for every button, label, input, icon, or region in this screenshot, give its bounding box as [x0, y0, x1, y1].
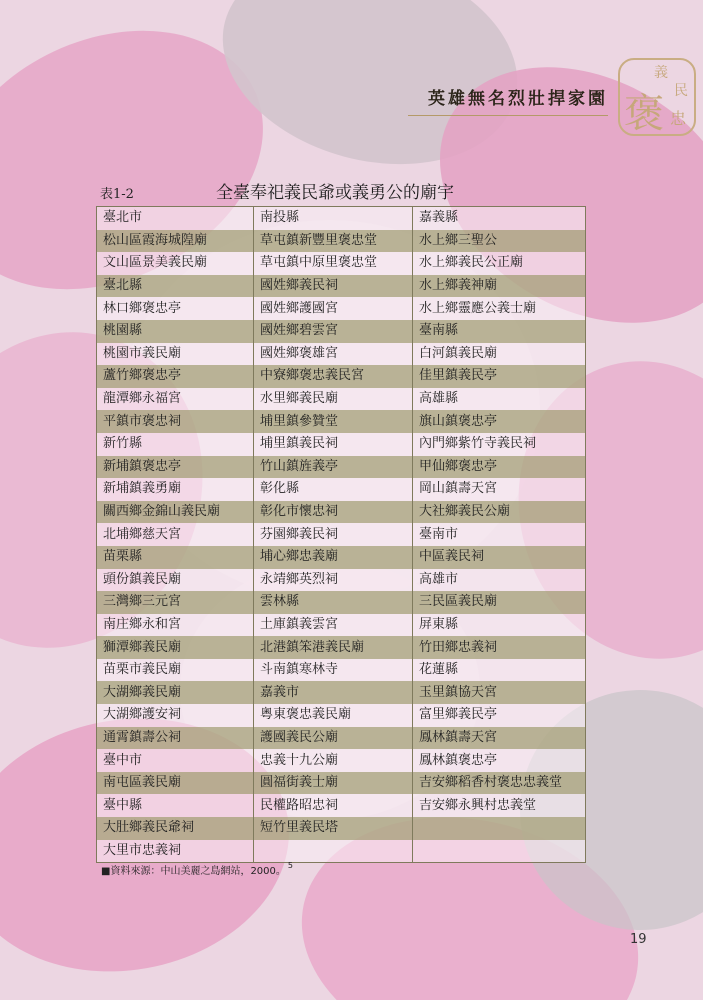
table-cell: 大湖鄉義民廟 — [97, 681, 254, 704]
table-row — [97, 569, 586, 592]
table-row — [97, 727, 586, 750]
table-cell: 內門鄉紫竹寺義民祠 — [413, 433, 586, 456]
table-cell: 民權路昭忠祠 — [254, 794, 413, 817]
table-cell: 佳里鎮義民亭 — [413, 365, 586, 388]
table-row — [97, 501, 586, 524]
table-cell: 富里鄉義民亭 — [413, 704, 586, 727]
table-cell: 臺北縣 — [97, 275, 254, 298]
table-cell: 水上鄉靈應公義士廟 — [413, 297, 586, 320]
table-cell: 竹山鎮旌義亭 — [254, 456, 413, 479]
table-cell: 芬園鄉義民祠 — [254, 523, 413, 546]
table-row — [97, 704, 586, 727]
table-row — [97, 433, 586, 456]
table-cell: 國姓鄉義民祠 — [254, 275, 413, 298]
table-cell: 彰化市懷忠祠 — [254, 501, 413, 524]
table-cell: 大湖鄉護安祠 — [97, 704, 254, 727]
table-cell: 臺中市 — [97, 749, 254, 772]
table-cell: 臺北市 — [97, 207, 254, 230]
table-cell: 水上鄉三聖公 — [413, 230, 586, 253]
table-cell: 臺中縣 — [97, 794, 254, 817]
table-cell: 桃園市義民廟 — [97, 343, 254, 366]
table-cell: 國姓鄉碧雲宮 — [254, 320, 413, 343]
table-cell: 南庄鄉永和宮 — [97, 614, 254, 637]
table-cell: 雲林縣 — [254, 591, 413, 614]
table-row — [97, 207, 586, 230]
table-cell: 土庫鎮義雲宮 — [254, 614, 413, 637]
table-cell: 關西鄉金錦山義民廟 — [97, 501, 254, 524]
table-cell: 嘉義縣 — [413, 207, 586, 230]
table-cell: 玉里鎮協天宮 — [413, 681, 586, 704]
page-number: 19 — [630, 932, 647, 947]
table-row — [97, 410, 586, 433]
table-cell — [413, 817, 586, 840]
table-cell: 蘆竹鄉褒忠亭 — [97, 365, 254, 388]
table-cell: 苗栗市義民廟 — [97, 659, 254, 682]
table-cell: 南屯區義民廟 — [97, 772, 254, 795]
table-cell: 苗栗縣 — [97, 546, 254, 569]
table-cell: 斗南鎮寒林寺 — [254, 659, 413, 682]
table-cell: 竹田鄉忠義祠 — [413, 636, 586, 659]
table-row — [97, 343, 586, 366]
yimin-baozhong-logo: 義 民 褒 忠 — [618, 58, 696, 136]
source-note: ■資料來源：中山美麗之島網站，2000。$^5$ — [101, 861, 293, 877]
table-row — [97, 772, 586, 795]
table-cell — [413, 840, 586, 863]
table-cell: 頭份鎮義民廟 — [97, 569, 254, 592]
table-cell: 水上鄉義民公正廟 — [413, 252, 586, 275]
table-cell: 鳳林鎮壽天宮 — [413, 727, 586, 750]
table-label: 表1-2 — [100, 187, 134, 202]
table-row — [97, 230, 586, 253]
table-cell: 北埔鄉慈天宮 — [97, 523, 254, 546]
table-cell: 埔里鎮參贊堂 — [254, 410, 413, 433]
table-cell: 圓福街義士廟 — [254, 772, 413, 795]
table-cell: 彰化縣 — [254, 478, 413, 501]
table-cell: 嘉義市 — [254, 681, 413, 704]
table-cell: 新竹縣 — [97, 433, 254, 456]
table-row — [97, 320, 586, 343]
table-cell: 永靖鄉英烈祠 — [254, 569, 413, 592]
table-cell: 粵東褒忠義民廟 — [254, 704, 413, 727]
table-cell: 龍潭鄉永福宮 — [97, 388, 254, 411]
table-cell: 大社鄉義民公廟 — [413, 501, 586, 524]
table-row — [97, 794, 586, 817]
table-cell: 平鎮市褒忠祠 — [97, 410, 254, 433]
table-cell: 獅潭鄉義民廟 — [97, 636, 254, 659]
table-cell: 忠義十九公廟 — [254, 749, 413, 772]
table-cell: 松山區霞海城隍廟 — [97, 230, 254, 253]
table-cell: 中區義民祠 — [413, 546, 586, 569]
table-row — [97, 614, 586, 637]
table-cell: 臺南市 — [413, 523, 586, 546]
table-cell: 吉安鄉永興村忠義堂 — [413, 794, 586, 817]
table-cell: 岡山鎮壽天宮 — [413, 478, 586, 501]
table-cell: 南投縣 — [254, 207, 413, 230]
table-cell: 埔里鎮義民祠 — [254, 433, 413, 456]
table-cell: 旗山鎮褒忠亭 — [413, 410, 586, 433]
table-cell: 新埔鎮義勇廟 — [97, 478, 254, 501]
table-cell: 大肚鄉義民爺祠 — [97, 817, 254, 840]
table-cell: 文山區景美義民廟 — [97, 252, 254, 275]
table-title: 全臺奉祀義民爺或義勇公的廟宇 — [216, 183, 454, 203]
table-cell: 草屯鎮中原里褒忠堂 — [254, 252, 413, 275]
table-cell: 國姓鄉褒雄宮 — [254, 343, 413, 366]
temple-table — [96, 206, 586, 863]
table-cell: 甲仙鄉褒忠亭 — [413, 456, 586, 479]
running-header — [408, 70, 608, 120]
table-cell: 護國義民公廟 — [254, 727, 413, 750]
table-cell: 國姓鄉護國宮 — [254, 297, 413, 320]
table-row — [97, 456, 586, 479]
table-cell: 高雄市 — [413, 569, 586, 592]
table-cell: 三民區義民廟 — [413, 591, 586, 614]
table-row — [97, 681, 586, 704]
table-row — [97, 275, 586, 298]
table-row — [97, 365, 586, 388]
table-cell: 短竹里義民塔 — [254, 817, 413, 840]
table-row — [97, 523, 586, 546]
table-cell: 埔心鄉忠義廟 — [254, 546, 413, 569]
table-cell: 吉安鄉稻香村褒忠忠義堂 — [413, 772, 586, 795]
table-row — [97, 817, 586, 840]
header-title: 英雄無名烈壯捍家園 — [428, 89, 608, 109]
table-cell — [254, 840, 413, 863]
table-row — [97, 659, 586, 682]
table-cell: 中寮鄉褒忠義民宮 — [254, 365, 413, 388]
table-row — [97, 636, 586, 659]
table-row — [97, 478, 586, 501]
table-row — [97, 546, 586, 569]
table-cell: 草屯鎮新豐里褒忠堂 — [254, 230, 413, 253]
table-cell: 林口鄉褒忠亭 — [97, 297, 254, 320]
table-cell: 屏東縣 — [413, 614, 586, 637]
table-row — [97, 297, 586, 320]
table-cell: 三灣鄉三元宮 — [97, 591, 254, 614]
table-cell: 高雄縣 — [413, 388, 586, 411]
table-row — [97, 591, 586, 614]
table-cell: 水上鄉義神廟 — [413, 275, 586, 298]
table-cell: 通霄鎮壽公祠 — [97, 727, 254, 750]
table-cell: 白河鎮義民廟 — [413, 343, 586, 366]
table-row — [97, 252, 586, 275]
table-cell: 水里鄉義民廟 — [254, 388, 413, 411]
table-row — [97, 840, 586, 863]
table-cell: 花蓮縣 — [413, 659, 586, 682]
table-row — [97, 388, 586, 411]
table-cell: 北港鎮笨港義民廟 — [254, 636, 413, 659]
table-cell: 臺南縣 — [413, 320, 586, 343]
table-cell: 大里市忠義祠 — [97, 840, 254, 863]
footnote-marker: 5 — [287, 861, 293, 870]
table-cell: 桃園縣 — [97, 320, 254, 343]
header-rule — [408, 115, 608, 116]
table-cell: 新埔鎮褒忠亭 — [97, 456, 254, 479]
table-cell: 鳳林鎮褒忠亭 — [413, 749, 586, 772]
table-row — [97, 749, 586, 772]
